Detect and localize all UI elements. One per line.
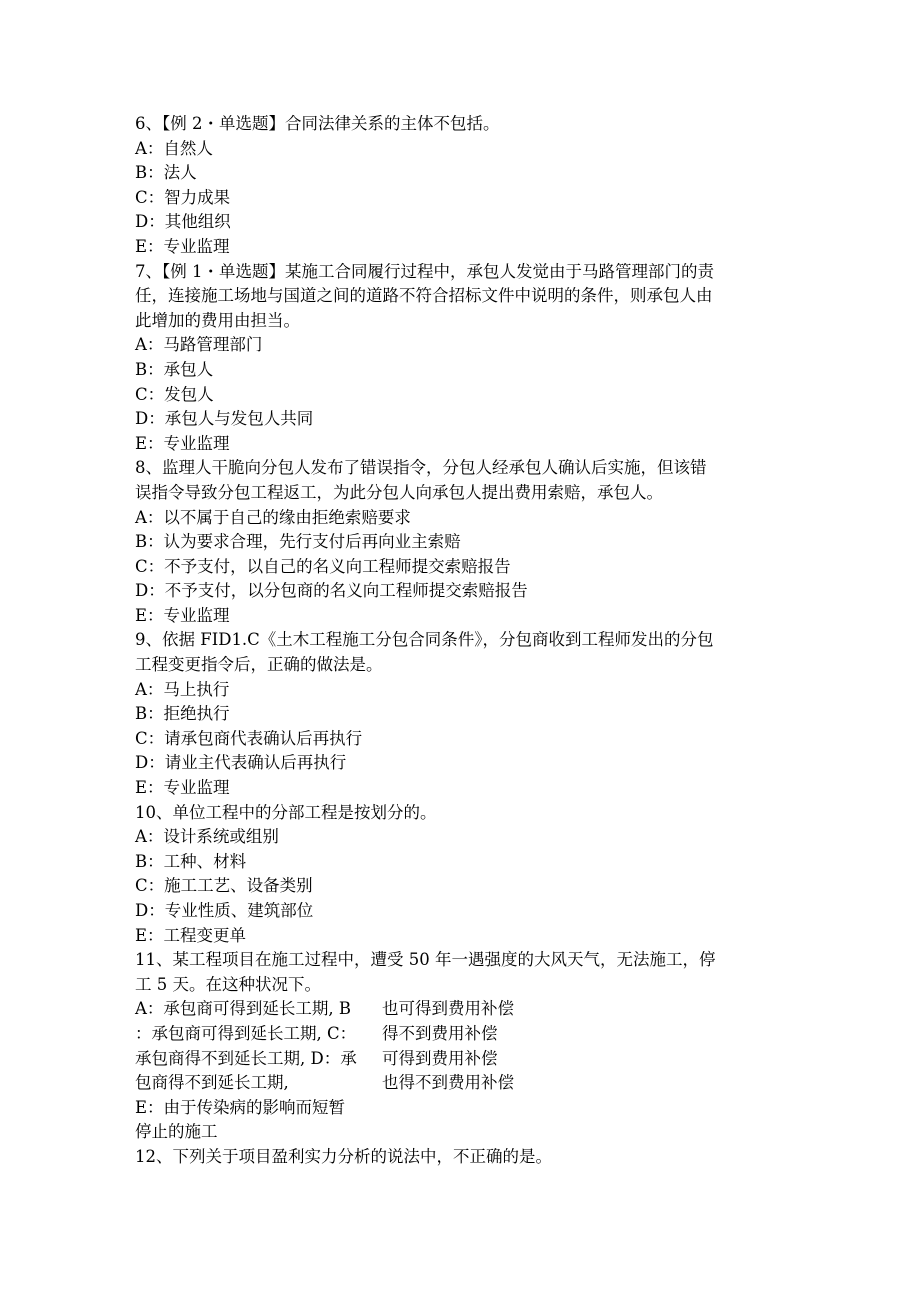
option-b: B：认为要求合理，先行支付后再向业主索赔 xyxy=(135,532,461,552)
option-c: C：发包人 xyxy=(135,384,214,404)
question-9 xyxy=(135,628,785,800)
option-e: E：专业监理 xyxy=(135,778,230,798)
question-stem: 10、单位工程中的分部工程是按划分的。 xyxy=(135,802,437,822)
option-fragment: 承包商得不到延长工期, D：承 xyxy=(135,1048,357,1068)
option-c: C：施工工艺、设备类别 xyxy=(135,876,313,896)
question-stem: 此增加的费用由担当。 xyxy=(135,310,300,330)
option-b: B：拒绝执行 xyxy=(135,704,230,724)
option-c: C：不予支付，以自己的名义向工程师提交索赔报告 xyxy=(135,556,511,576)
option-fragment: A：承包商可得到延长工期, B xyxy=(135,999,352,1019)
question-stem: 误指令导致分包工程返工，为此分包人向承包人提出费用索赔，承包人。 xyxy=(135,482,663,502)
option-e-line: 停止的施工 xyxy=(135,1122,218,1142)
option-e: E：专业监理 xyxy=(135,236,230,256)
question-12 xyxy=(135,1145,785,1170)
option-fragment: 也可得到费用补偿 xyxy=(382,999,514,1019)
option-e: E：专业监理 xyxy=(135,433,230,453)
question-stem: 6、【例 2・单选题】合同法律关系的主体不包括。 xyxy=(135,114,500,133)
question-stem: 任，连接施工场地与国道之间的道路不符合招标文件中说明的条件，则承包人由 xyxy=(135,286,713,306)
question-stem: 12、下列关于项目盈利实力分析的说法中，不正确的是。 xyxy=(135,1146,552,1166)
option-a: A：以不属于自己的缘由拒绝索赔要求 xyxy=(135,507,411,527)
option-fragment: ：承包商可得到延长工期, C： xyxy=(135,1023,357,1043)
option-b: B：承包人 xyxy=(135,359,214,379)
option-d: D：专业性质、建筑部位 xyxy=(135,901,314,920)
option-a: A：马路管理部门 xyxy=(135,335,263,355)
question-stem: 工 5 天。在这种状况下。 xyxy=(135,974,321,994)
option-fragment: 可得到费用补偿 xyxy=(382,1048,498,1068)
option-fragment: 包商得不到延长工期, xyxy=(135,1073,289,1093)
option-a: A：设计系统或组别 xyxy=(135,827,279,847)
question-stem: 7、【例 1・单选题】某施工合同履行过程中，承包人发觉由于马路管理部门的责 xyxy=(135,261,714,281)
question-6 xyxy=(135,112,785,260)
option-a: A：马上执行 xyxy=(135,679,230,699)
option-c: C：智力成果 xyxy=(135,187,231,207)
question-stem: 8、监理人干脆向分包人发布了错误指令，分包人经承包人确认后实施，但该错 xyxy=(135,458,707,478)
option-d: D：承包人与发包人共同 xyxy=(135,409,314,429)
option-e xyxy=(135,1096,380,1145)
question-11 xyxy=(135,948,785,1145)
option-d: D：请业主代表确认后再执行 xyxy=(135,753,347,773)
question-stem: 工程变更指令后，正确的做法是。 xyxy=(135,655,383,675)
question-stem: 11、某工程项目在施工过程中，遭受 50 年一遇强度的大风天气，无法施工，停 xyxy=(135,950,716,970)
question-stem: 9、依据 FID1.C《土木工程施工分包合同条件》，分包商收到工程师发出的分包 xyxy=(135,630,714,650)
document-page xyxy=(135,112,785,1170)
option-e-line: E：由于传染病的影响而短暂 xyxy=(135,1097,346,1117)
option-d: D：不予支付，以分包商的名义向工程师提交索赔报告 xyxy=(135,581,528,601)
option-a: A：自然人 xyxy=(135,138,213,158)
question-8 xyxy=(135,456,785,628)
option-fragment: 得不到费用补偿 xyxy=(382,1023,498,1043)
option-e: E：工程变更单 xyxy=(135,925,247,945)
option-fragment: 也得不到费用补偿 xyxy=(382,1073,514,1093)
options-right-column xyxy=(382,997,632,1095)
option-e: E：专业监理 xyxy=(135,605,230,625)
options-left-column xyxy=(135,997,380,1095)
option-c: C：请承包商代表确认后再执行 xyxy=(135,728,363,748)
option-b: B：法人 xyxy=(135,163,197,183)
options-two-column xyxy=(135,997,785,1095)
question-7 xyxy=(135,260,785,457)
question-10 xyxy=(135,801,785,949)
option-d: D：其他组织 xyxy=(135,212,231,232)
option-b: B：工种、材料 xyxy=(135,851,247,871)
